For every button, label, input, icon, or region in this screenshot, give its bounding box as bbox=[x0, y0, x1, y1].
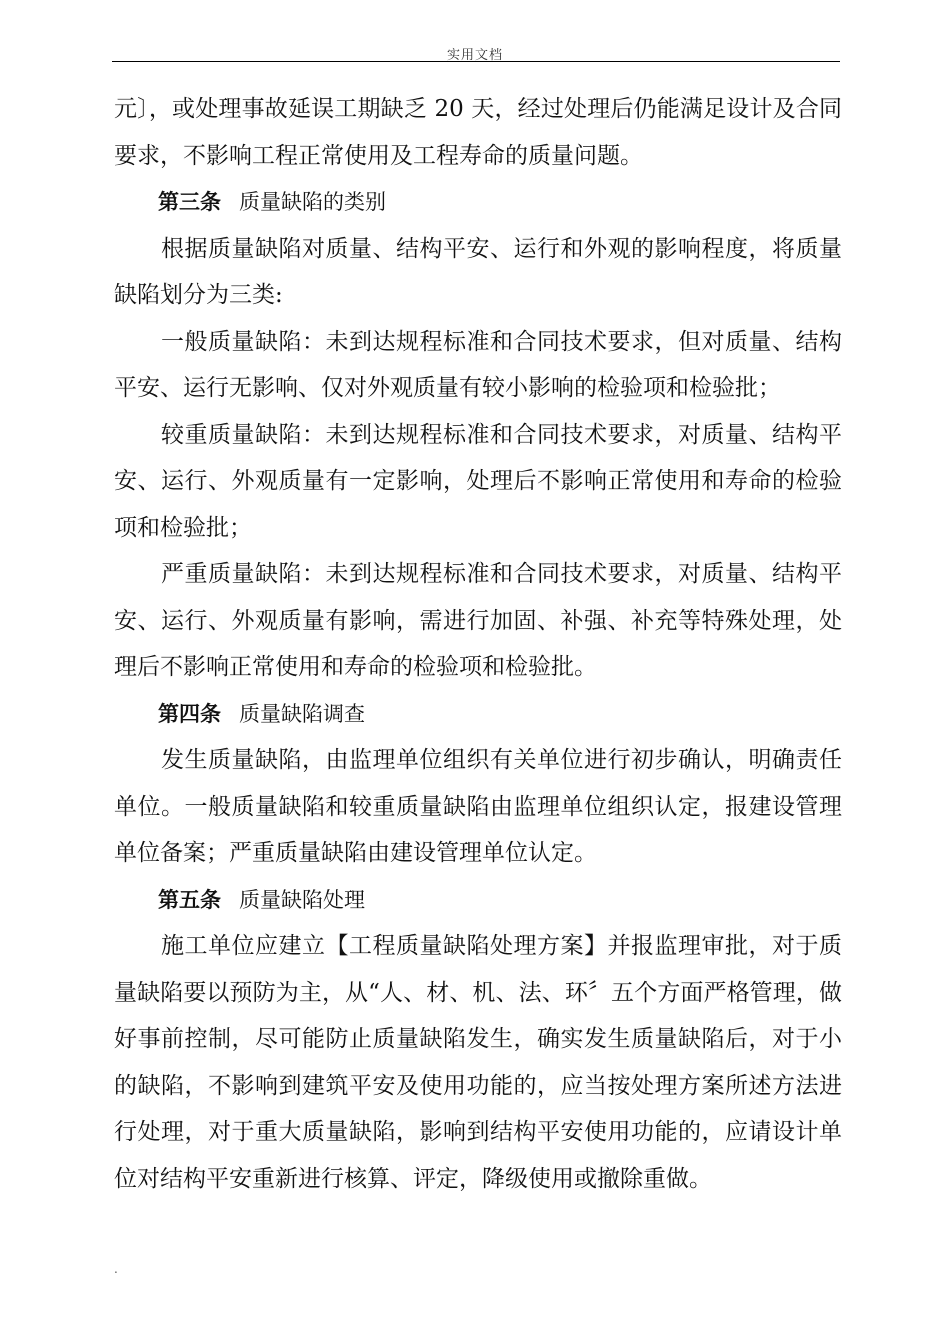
article-title: 质量缺陷的类别 bbox=[239, 190, 386, 214]
article-heading-4 bbox=[114, 691, 842, 738]
article-number: 第四条 bbox=[158, 700, 221, 726]
footer-mark: . bbox=[114, 1262, 118, 1276]
article-title: 质量缺陷调查 bbox=[239, 701, 365, 726]
paragraph-severe-defect: 严重质量缺陷：未到达规程标准和合同技术要求，对质量、结构平安、运行、外观质量有影响，需进行加固、补强、补充等特殊处理，处理后不影响正常使用和寿命的检验项和检验批。 bbox=[114, 561, 842, 680]
header-rule bbox=[112, 61, 840, 62]
paragraph-moderate-defect: 较重质量缺陷：未到达规程标准和合同技术要求，对质量、结构平安、运行、外观质量有一定影响，处理后不影响正常使用和寿命的检验项和检验批； bbox=[114, 421, 842, 541]
page-header: 实用文档 bbox=[446, 48, 503, 63]
article-number: 第三条 bbox=[158, 189, 221, 214]
paragraph-defect-categories: 根据质量缺陷对质量、结构平安、运行和外观的影响程度，将质量缺陷划分为三类: bbox=[114, 235, 842, 308]
article-number: 第五条 bbox=[158, 886, 221, 912]
article-title: 质量缺陷处理 bbox=[239, 887, 365, 912]
document-body bbox=[114, 86, 842, 1202]
paragraph-defect-handling: 施工单位应建立【工程质量缺陷处理方案】并报监理审批，对于质量缺陷要以预防为主，从“人、材、机、法、环〞五个方面严格管理，做好事前控制，尽可能防止质量缺陷发生，确实发生质量缺陷后，对于小的缺陷，不影响到建筑平安及使用功能的，应当按处理方案所述方法进行处理，对于重大质量缺陷，影响到结构平安使用功能的，应请设计单位对结构平安重新进行核算、评定，降级使用或撤除重做。 bbox=[114, 933, 842, 1192]
paragraph-continuation: 元〕，或处理事故延误工期缺乏 20 天，经过处理后仍能满足设计及合同要求，不影响工程正常使用及工程寿命的质量问题。 bbox=[114, 96, 842, 169]
paragraph-general-defect: 一般质量缺陷：未到达规程标准和合同技术要求，但对质量、结构平安、运行无影响、仅对外观质量有较小影响的检验项和检验批； bbox=[114, 328, 842, 401]
article-heading-5 bbox=[114, 877, 842, 924]
paragraph-defect-investigation: 发生质量缺陷，由监理单位组织有关单位进行初步确认，明确责任单位。一般质量缺陷和较重质量缺陷由监理单位组织认定，报建设管理单位备案；严重质量缺陷由建设管理单位认定。 bbox=[114, 747, 842, 866]
article-heading-3 bbox=[114, 179, 842, 226]
